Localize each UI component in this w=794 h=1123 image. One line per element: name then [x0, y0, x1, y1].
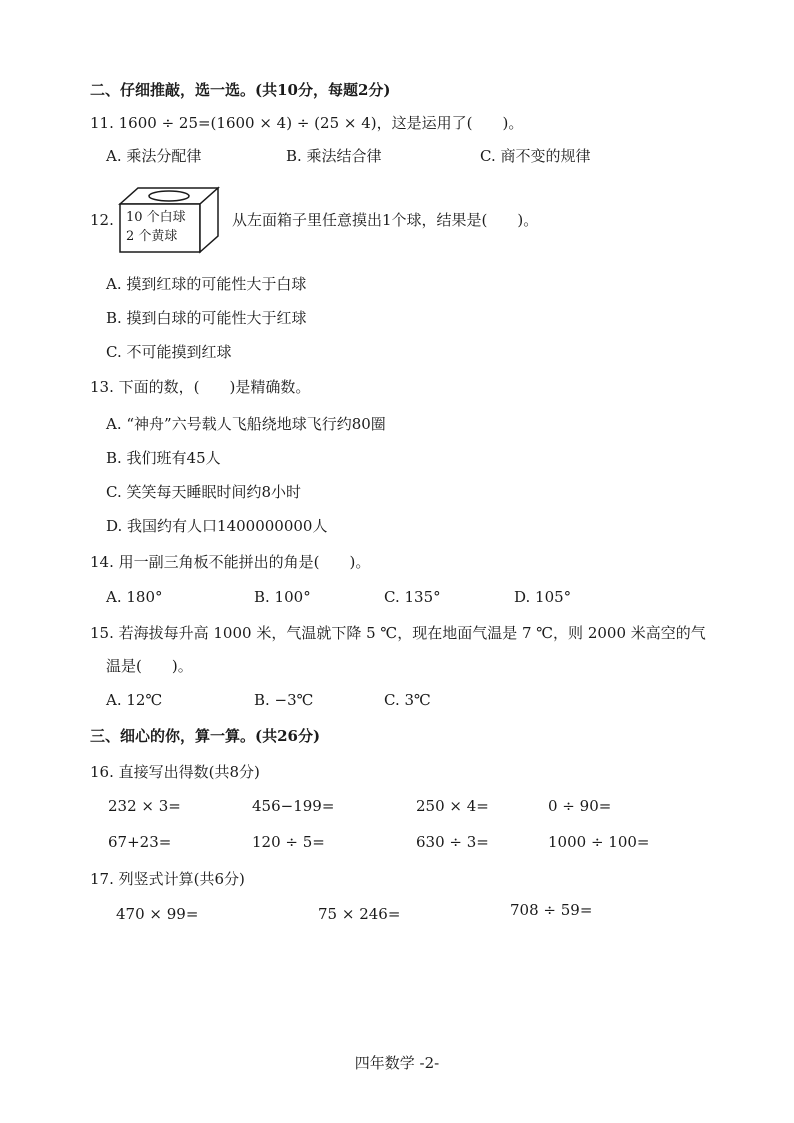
q16-row2-item4: 1000 ÷ 100=	[548, 833, 650, 851]
q16-row1-item4: 0 ÷ 90=	[548, 797, 612, 815]
section-2-heading: 二、仔细推敲，选一选。(共10分，每题2分)	[90, 81, 391, 99]
question-15-option-a: A. 12℃	[106, 691, 163, 709]
question-11-option-c: C. 商不变的规律	[480, 147, 591, 165]
q16-row1-item1: 232 × 3=	[108, 797, 181, 815]
q16-row1-item2: 456−199=	[252, 797, 335, 815]
question-11-option-a: A. 乘法分配律	[106, 147, 202, 165]
question-12-option-b: B. 摸到白球的可能性大于红球	[106, 309, 307, 327]
box-label-yellow-balls: 2 个黄球	[126, 229, 178, 244]
question-13-option-d: D. 我国约有人口1400000000人	[106, 517, 328, 535]
question-14-option-a: A. 180°	[106, 588, 163, 606]
q17-item2: 75 × 246=	[318, 905, 401, 923]
section-3-heading: 三、细心的你，算一算。(共26分)	[90, 727, 321, 745]
q16-row2-item2: 120 ÷ 5=	[252, 833, 325, 851]
question-17-stem: 17. 列竖式计算(共6分)	[90, 870, 245, 888]
question-11-stem: 11. 1600 ÷ 25=(1600 × 4) ÷ (25 × 4)，这是运用了( )。	[90, 114, 524, 132]
question-15-option-c: C. 3℃	[384, 691, 431, 709]
question-12-option-a: A. 摸到红球的可能性大于白球	[106, 275, 307, 293]
q17-item1: 470 × 99=	[116, 905, 199, 923]
question-13-option-a: A. “神舟”六号载人飞船绕地球飞行约80圈	[106, 415, 386, 433]
q16-row1-item3: 250 × 4=	[416, 797, 489, 815]
question-12-stem: 从左面箱子里任意摸出1个球，结果是( )。	[232, 211, 539, 229]
question-16-stem: 16. 直接写出得数(共8分)	[90, 763, 260, 781]
question-15-stem-line1: 15. 若海拔每升高 1000 米，气温就下降 5 ℃，现在地面气温是 7 ℃，则 2000 米高空的气	[90, 624, 706, 642]
question-15-stem-line2: 温是( )。	[106, 657, 193, 675]
q17-item3: 708 ÷ 59=	[510, 901, 593, 919]
q16-row2-item1: 67+23=	[108, 833, 172, 851]
question-13-option-b: B. 我们班有45人	[106, 449, 221, 467]
question-12-number: 12.	[90, 211, 114, 229]
question-13-option-c: C. 笑笑每天睡眠时间约8小时	[106, 483, 302, 501]
question-11-option-b: B. 乘法结合律	[286, 147, 382, 165]
question-13-stem: 13. 下面的数，( )是精确数。	[90, 378, 311, 396]
q16-row2-item3: 630 ÷ 3=	[416, 833, 489, 851]
question-15-option-b: B. −3℃	[254, 691, 314, 709]
page-footer: 四年数学 -2-	[354, 1054, 440, 1072]
question-14-option-c: C. 135°	[384, 588, 441, 606]
question-14-option-b: B. 100°	[254, 588, 311, 606]
question-12-option-c: C. 不可能摸到红球	[106, 343, 232, 361]
question-14-stem: 14. 用一副三角板不能拼出的角是( )。	[90, 553, 371, 571]
box-label-white-balls: 10 个白球	[126, 210, 186, 225]
question-14-option-d: D. 105°	[514, 588, 572, 606]
ball-box-figure	[118, 186, 220, 254]
